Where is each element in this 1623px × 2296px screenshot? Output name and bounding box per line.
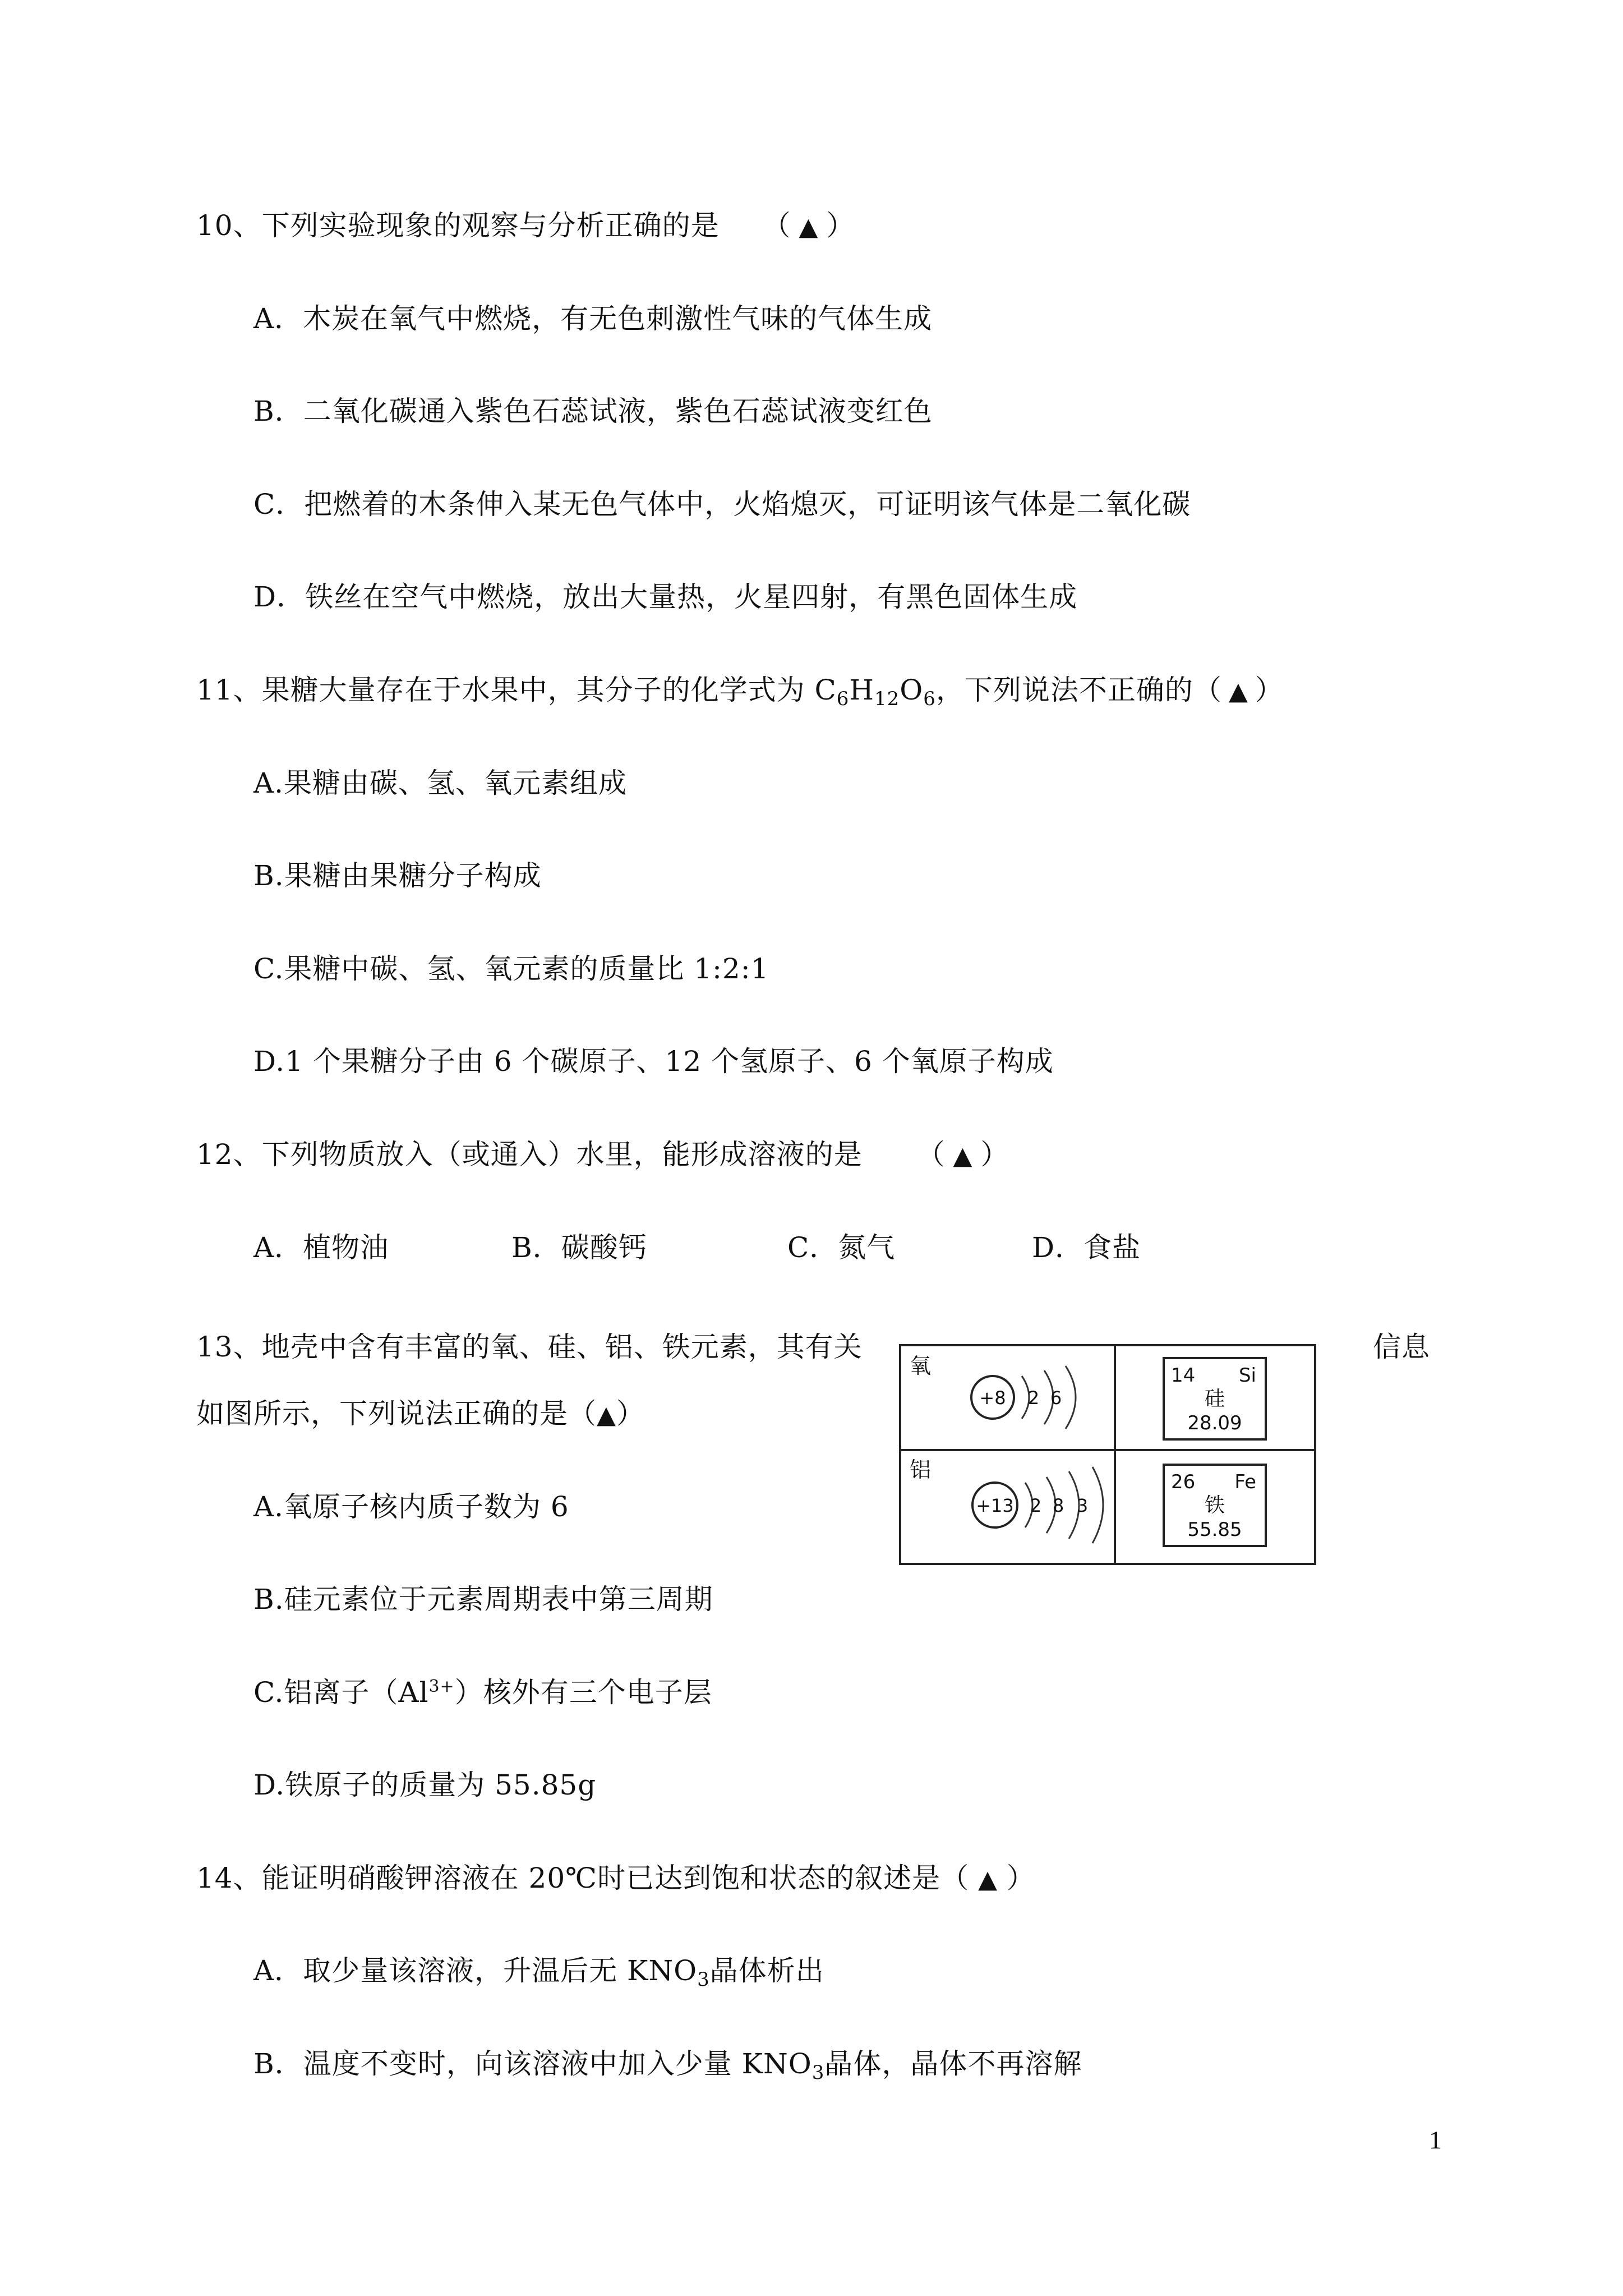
bracket-close: ） [616,1397,645,1430]
element-info-figure [897,1342,1317,1567]
question-14-option-b [253,2047,1082,2084]
formula-subscript: 6 [923,688,936,710]
question-14-stem [196,1861,1035,1897]
option-b-text-a: B．温度不变时，向该溶液中加入少量 KNO [253,2047,812,2080]
option-b-text-b: 晶体，晶体不再溶解 [824,2047,1082,2080]
formula-element: H [849,674,875,706]
aluminum-atom-diagram [910,1457,1103,1543]
aluminum-shell-arc [1092,1467,1103,1543]
silicon-atomic-mass: 28.09 [1187,1412,1242,1434]
bracket-open: （ [762,209,791,242]
bracket-open: （ [916,1138,946,1171]
aluminum-label: 铝 [910,1457,932,1482]
silicon-symbol: Si [1238,1364,1256,1387]
question-11-option-b: B.果糖由果糖分子构成 [253,859,542,892]
page-number: 1 [1429,2125,1442,2154]
bracket-close: ） [826,209,855,242]
question-13-stem-line2 [196,1397,645,1432]
oxygen-shell-electrons: 6 [1050,1387,1062,1409]
aluminum-shell-electrons: 3 [1076,1495,1089,1516]
iron-atomic-number: 26 [1171,1471,1196,1493]
answer-triangle-icon: ▲ [953,1142,973,1170]
iron-element-card [1164,1465,1266,1546]
question-10-text: 10、下列实验现象的观察与分析正确的是 [196,209,720,242]
oxygen-nucleus-charge: +8 [979,1387,1006,1409]
aluminum-nucleus-charge: +13 [976,1495,1014,1516]
question-12-option-c: C．氮气 [787,1231,896,1264]
question-14-text: 14、能证明硝酸钾溶液在 20℃时已达到饱和状态的叙述是（ [196,1862,970,1894]
question-13-option-a: A.氧原子核内质子数为 6 [253,1490,569,1523]
option-a-text-b: 晶体析出 [709,1954,824,1987]
question-11-option-c: C.果糖中碳、氢、氧元素的质量比 1:2:1 [253,953,769,985]
silicon-element-card [1164,1358,1266,1439]
question-12-stem [196,1138,1009,1173]
question-10-option-c: C．把燃着的木条伸入某无色气体中，火焰熄灭，可证明该气体是二氧化碳 [253,488,1191,521]
formula-element: O [900,674,924,706]
iron-symbol: Fe [1234,1471,1256,1493]
oxygen-label: 氧 [910,1354,932,1378]
question-13-text: 如图所示，下列说法正确的是（ [196,1397,597,1430]
question-10-option-d: D．铁丝在空气中燃烧，放出大量热，火星四射，有黑色固体生成 [253,581,1078,613]
answer-triangle-icon: ▲ [597,1401,616,1429]
silicon-name: 硅 [1204,1387,1225,1410]
question-10-option-a: A．木炭在氧气中燃烧，有无色刺激性气味的气体生成 [253,302,933,335]
question-13-option-c [253,1676,712,1709]
question-12-text: 12、下列物质放入（或通入）水里，能形成溶液的是 [196,1138,863,1171]
bracket-close: ） [980,1138,1009,1171]
iron-atomic-mass: 55.85 [1187,1519,1242,1541]
question-12-option-d: D．食盐 [1032,1231,1141,1264]
oxygen-atom-diagram [910,1354,1076,1429]
question-11-option-a: A.果糖由碳、氢、氧元素组成 [253,767,628,799]
answer-triangle-icon: ▲ [799,213,819,241]
formula-subscript: 12 [874,688,900,710]
ion-charge-superscript: 3+ [428,1677,455,1696]
option-c-text-a: C.铝离子（Al [253,1676,429,1709]
aluminum-shell-electrons: 8 [1052,1495,1064,1516]
aluminum-shell-electrons: 2 [1030,1495,1042,1516]
question-11-stem [196,673,1284,708]
silicon-atomic-number: 14 [1171,1364,1196,1387]
bracket-close: ） [1006,1862,1035,1894]
question-12-option-a: A．植物油 [253,1231,389,1264]
formula-subscript: 3 [697,1968,710,1991]
question-11-option-d: D.1 个果糖分子由 6 个碳原子、12 个氢原子、6 个氧原子构成 [253,1045,1054,1078]
question-11-text-a: 11、果糖大量存在于水果中，其分子的化学式为 C [196,674,837,706]
option-a-text-a: A．取少量该溶液，升温后无 KNO [253,1954,698,1987]
oxygen-shell-arc [1066,1366,1076,1429]
question-14-option-a [253,1954,824,1991]
option-c-text-b: ）核外有三个电子层 [454,1676,712,1709]
question-13-stem-line1-end: 信息 [1373,1331,1430,1363]
answer-triangle-icon: ▲ [978,1865,998,1894]
formula-subscript: 3 [811,2062,825,2084]
question-10-option-b: B．二氧化碳通入紫色石蕊试液，紫色石蕊试液变红色 [253,395,933,427]
iron-name: 铁 [1204,1494,1225,1517]
answer-triangle-icon: ▲ [1228,677,1248,706]
question-13-option-b: B.硅元素位于元素周期表中第三周期 [253,1583,713,1616]
oxygen-shell-electrons: 2 [1027,1387,1040,1409]
formula-subscript: 6 [836,688,850,710]
question-13-stem-line1: 13、地壳中含有丰富的氧、硅、铝、铁元素，其有关 [196,1331,863,1363]
bracket-close: ） [1255,674,1284,706]
question-10-stem [196,209,855,244]
question-12-option-b: B．碳酸钙 [511,1231,647,1264]
question-11-text-b: ，下列说法不正确的（ [935,674,1222,706]
question-13-option-d: D.铁原子的质量为 55.85g [253,1769,597,1801]
